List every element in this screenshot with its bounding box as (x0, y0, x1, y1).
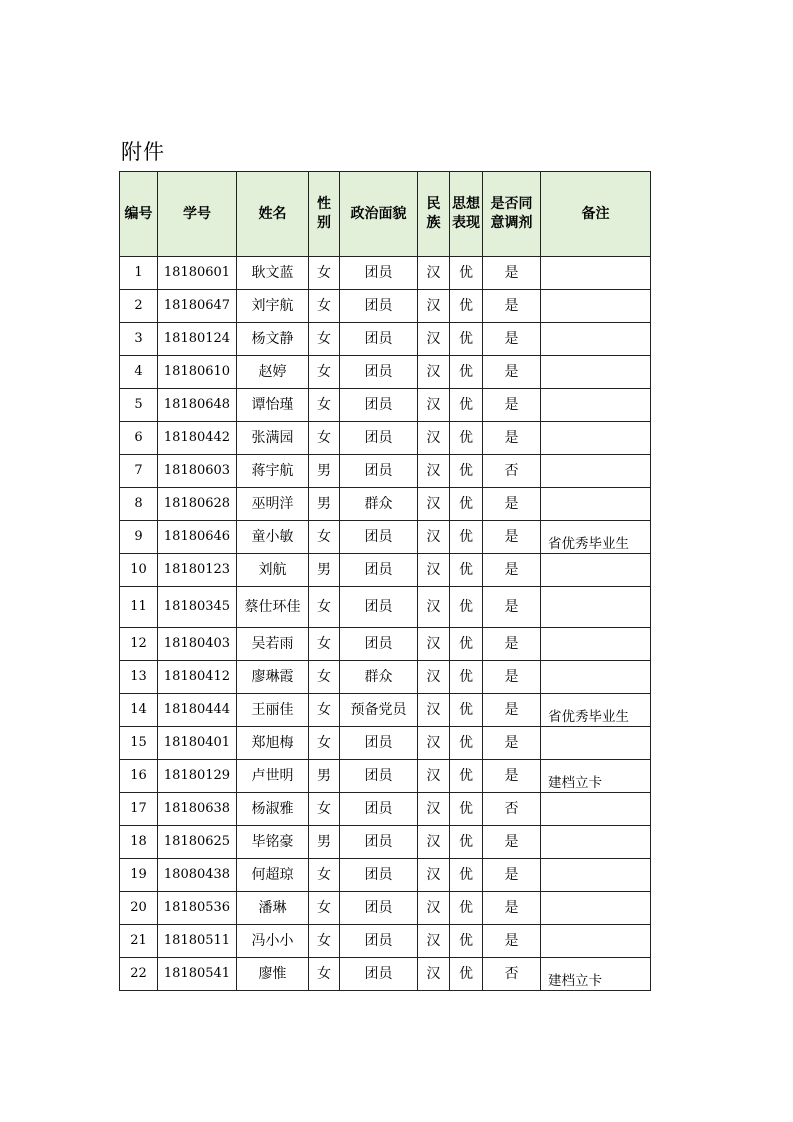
cell-no: 17 (120, 793, 158, 826)
cell-ethnicity: 汉 (418, 694, 450, 727)
cell-ethnicity: 汉 (418, 628, 450, 661)
cell-remark (541, 455, 651, 488)
cell-morality: 优 (450, 356, 483, 389)
cell-name: 王丽佳 (237, 694, 309, 727)
cell-gender: 女 (309, 661, 340, 694)
cell-remark (541, 323, 651, 356)
cell-student-id: 18180511 (158, 925, 237, 958)
cell-gender: 男 (309, 488, 340, 521)
cell-gender: 女 (309, 521, 340, 554)
cell-remark (541, 661, 651, 694)
header-morality (450, 172, 483, 257)
cell-morality: 优 (450, 290, 483, 323)
table-row (120, 356, 651, 389)
cell-student-id: 18180442 (158, 422, 237, 455)
cell-ethnicity: 汉 (418, 455, 450, 488)
table-row (120, 257, 651, 290)
cell-remark (541, 925, 651, 958)
cell-name: 潘琳 (237, 892, 309, 925)
cell-adjust-consent: 是 (483, 925, 541, 958)
cell-ethnicity: 汉 (418, 892, 450, 925)
cell-ethnicity: 汉 (418, 257, 450, 290)
cell-gender: 女 (309, 793, 340, 826)
cell-ethnicity: 汉 (418, 859, 450, 892)
table-row (120, 958, 651, 991)
cell-no: 6 (120, 422, 158, 455)
header-adjust-label: 是否同意调剂 (490, 196, 533, 231)
cell-remark (541, 694, 651, 727)
header-no-label: 编号 (124, 205, 153, 222)
header-gender-label: 性别 (317, 196, 331, 231)
cell-remark (541, 389, 651, 422)
cell-gender: 女 (309, 422, 340, 455)
cell-student-id: 18180601 (158, 257, 237, 290)
cell-political-status: 群众 (340, 488, 418, 521)
table-row (120, 488, 651, 521)
cell-name: 冯小小 (237, 925, 309, 958)
cell-morality: 优 (450, 760, 483, 793)
cell-gender: 女 (309, 892, 340, 925)
cell-name: 谭怡瑾 (237, 389, 309, 422)
cell-name: 何超琼 (237, 859, 309, 892)
cell-morality: 优 (450, 422, 483, 455)
cell-gender: 女 (309, 859, 340, 892)
cell-political-status: 团员 (340, 455, 418, 488)
table-row (120, 323, 651, 356)
cell-political-status: 团员 (340, 793, 418, 826)
cell-no: 5 (120, 389, 158, 422)
cell-morality: 优 (450, 628, 483, 661)
cell-no: 11 (120, 587, 158, 628)
cell-political-status: 团员 (340, 925, 418, 958)
header-political-status: 政治面貌 (340, 172, 418, 257)
cell-student-id: 18180610 (158, 356, 237, 389)
cell-morality: 优 (450, 892, 483, 925)
cell-gender: 女 (309, 323, 340, 356)
cell-ethnicity: 汉 (418, 793, 450, 826)
cell-remark (541, 793, 651, 826)
cell-no: 1 (120, 257, 158, 290)
cell-morality: 优 (450, 554, 483, 587)
cell-ethnicity: 汉 (418, 925, 450, 958)
cell-name: 杨淑雅 (237, 793, 309, 826)
cell-ethnicity: 汉 (418, 661, 450, 694)
cell-political-status: 团员 (340, 323, 418, 356)
cell-remark (541, 958, 651, 991)
cell-gender: 女 (309, 925, 340, 958)
cell-morality: 优 (450, 859, 483, 892)
cell-name: 毕铭豪 (237, 826, 309, 859)
cell-morality: 优 (450, 389, 483, 422)
cell-ethnicity: 汉 (418, 826, 450, 859)
cell-political-status: 团员 (340, 290, 418, 323)
cell-morality: 优 (450, 587, 483, 628)
table-row (120, 760, 651, 793)
table-row (120, 455, 651, 488)
remark-text: 省优秀毕业生 (548, 536, 629, 552)
cell-ethnicity: 汉 (418, 521, 450, 554)
cell-student-id: 18180401 (158, 727, 237, 760)
cell-ethnicity: 汉 (418, 422, 450, 455)
cell-ethnicity: 汉 (418, 587, 450, 628)
cell-morality: 优 (450, 323, 483, 356)
cell-adjust-consent: 是 (483, 859, 541, 892)
cell-political-status: 团员 (340, 587, 418, 628)
cell-political-status: 团员 (340, 389, 418, 422)
cell-political-status: 团员 (340, 422, 418, 455)
cell-political-status: 团员 (340, 826, 418, 859)
cell-no: 19 (120, 859, 158, 892)
table-row (120, 925, 651, 958)
cell-gender: 女 (309, 290, 340, 323)
cell-student-id: 18180129 (158, 760, 237, 793)
header-name: 姓名 (237, 172, 309, 257)
cell-political-status: 团员 (340, 257, 418, 290)
cell-morality: 优 (450, 521, 483, 554)
cell-student-id: 18180541 (158, 958, 237, 991)
cell-adjust-consent: 是 (483, 628, 541, 661)
cell-no: 2 (120, 290, 158, 323)
cell-gender: 女 (309, 257, 340, 290)
cell-morality: 优 (450, 826, 483, 859)
table-row (120, 694, 651, 727)
table-row (120, 727, 651, 760)
cell-adjust-consent: 是 (483, 488, 541, 521)
table-row (120, 892, 651, 925)
table-row (120, 554, 651, 587)
table-row (120, 628, 651, 661)
cell-remark (541, 892, 651, 925)
cell-adjust-consent: 是 (483, 389, 541, 422)
cell-ethnicity: 汉 (418, 356, 450, 389)
cell-remark (541, 356, 651, 389)
cell-ethnicity: 汉 (418, 727, 450, 760)
cell-no: 16 (120, 760, 158, 793)
cell-political-status: 团员 (340, 628, 418, 661)
cell-remark (541, 521, 651, 554)
cell-gender: 女 (309, 389, 340, 422)
cell-no: 3 (120, 323, 158, 356)
cell-adjust-consent: 是 (483, 521, 541, 554)
attachment-title: 附件 (121, 140, 165, 164)
cell-gender: 女 (309, 958, 340, 991)
cell-no: 14 (120, 694, 158, 727)
cell-name: 郑旭梅 (237, 727, 309, 760)
header-no (120, 172, 158, 257)
cell-political-status: 团员 (340, 554, 418, 587)
cell-remark (541, 826, 651, 859)
cell-morality: 优 (450, 488, 483, 521)
header-remark: 备注 (541, 172, 651, 257)
table-row (120, 587, 651, 628)
cell-remark (541, 628, 651, 661)
cell-adjust-consent: 是 (483, 422, 541, 455)
cell-morality: 优 (450, 455, 483, 488)
table-row (120, 422, 651, 455)
cell-adjust-consent: 是 (483, 694, 541, 727)
cell-name: 刘宇航 (237, 290, 309, 323)
cell-ethnicity: 汉 (418, 323, 450, 356)
cell-student-id: 18180444 (158, 694, 237, 727)
cell-no: 15 (120, 727, 158, 760)
cell-no: 13 (120, 661, 158, 694)
cell-no: 9 (120, 521, 158, 554)
cell-remark (541, 488, 651, 521)
cell-remark (541, 587, 651, 628)
cell-student-id: 18180412 (158, 661, 237, 694)
cell-gender: 女 (309, 356, 340, 389)
cell-name: 蔡仕环佳 (237, 587, 309, 628)
cell-no: 18 (120, 826, 158, 859)
cell-no: 20 (120, 892, 158, 925)
cell-name: 廖琳霞 (237, 661, 309, 694)
cell-morality: 优 (450, 257, 483, 290)
cell-morality: 优 (450, 694, 483, 727)
cell-gender: 男 (309, 826, 340, 859)
cell-morality: 优 (450, 925, 483, 958)
cell-political-status: 团员 (340, 958, 418, 991)
cell-student-id: 18180123 (158, 554, 237, 587)
cell-adjust-consent: 是 (483, 661, 541, 694)
cell-name: 杨文静 (237, 323, 309, 356)
cell-name: 童小敏 (237, 521, 309, 554)
cell-student-id: 18180628 (158, 488, 237, 521)
table-row (120, 521, 651, 554)
cell-adjust-consent: 是 (483, 554, 541, 587)
cell-political-status: 团员 (340, 356, 418, 389)
cell-ethnicity: 汉 (418, 554, 450, 587)
cell-ethnicity: 汉 (418, 760, 450, 793)
header-ethnicity-label: 民族 (426, 196, 441, 231)
cell-name: 赵婷 (237, 356, 309, 389)
cell-gender: 女 (309, 694, 340, 727)
cell-political-status: 团员 (340, 859, 418, 892)
cell-student-id: 18180647 (158, 290, 237, 323)
cell-no: 4 (120, 356, 158, 389)
table-row (120, 859, 651, 892)
cell-adjust-consent: 是 (483, 760, 541, 793)
cell-ethnicity: 汉 (418, 389, 450, 422)
cell-adjust-consent: 是 (483, 727, 541, 760)
cell-gender: 男 (309, 760, 340, 793)
cell-no: 10 (120, 554, 158, 587)
cell-adjust-consent: 是 (483, 892, 541, 925)
cell-name: 吴若雨 (237, 628, 309, 661)
header-gender (309, 172, 340, 257)
remark-text: 省优秀毕业生 (548, 709, 629, 725)
cell-student-id: 18180648 (158, 389, 237, 422)
cell-student-id: 18180638 (158, 793, 237, 826)
cell-remark (541, 422, 651, 455)
cell-name: 张满园 (237, 422, 309, 455)
remark-text: 建档立卡 (548, 973, 602, 989)
cell-adjust-consent: 否 (483, 958, 541, 991)
cell-name: 廖惟 (237, 958, 309, 991)
cell-student-id: 18180345 (158, 587, 237, 628)
cell-adjust-consent: 是 (483, 826, 541, 859)
remark-text: 建档立卡 (548, 775, 602, 791)
table-row (120, 290, 651, 323)
cell-no: 7 (120, 455, 158, 488)
cell-gender: 女 (309, 587, 340, 628)
cell-adjust-consent: 否 (483, 455, 541, 488)
table-header-row (120, 172, 651, 257)
cell-adjust-consent: 是 (483, 356, 541, 389)
cell-political-status: 团员 (340, 521, 418, 554)
cell-student-id: 18180646 (158, 521, 237, 554)
cell-student-id: 18180403 (158, 628, 237, 661)
cell-adjust-consent: 是 (483, 257, 541, 290)
cell-name: 巫明洋 (237, 488, 309, 521)
cell-gender: 男 (309, 554, 340, 587)
cell-morality: 优 (450, 958, 483, 991)
cell-student-id: 18180625 (158, 826, 237, 859)
cell-gender: 女 (309, 727, 340, 760)
header-student-id: 学号 (158, 172, 237, 257)
cell-gender: 女 (309, 628, 340, 661)
cell-political-status: 团员 (340, 760, 418, 793)
cell-name: 蒋宇航 (237, 455, 309, 488)
cell-remark (541, 859, 651, 892)
cell-student-id: 18180124 (158, 323, 237, 356)
cell-no: 12 (120, 628, 158, 661)
cell-morality: 优 (450, 727, 483, 760)
cell-name: 刘航 (237, 554, 309, 587)
table-row (120, 826, 651, 859)
table-body (120, 257, 651, 991)
cell-ethnicity: 汉 (418, 488, 450, 521)
cell-student-id: 18180603 (158, 455, 237, 488)
cell-remark (541, 727, 651, 760)
cell-student-id: 18080438 (158, 859, 237, 892)
cell-political-status: 团员 (340, 727, 418, 760)
cell-name: 耿文蓝 (237, 257, 309, 290)
table-row (120, 389, 651, 422)
cell-ethnicity: 汉 (418, 290, 450, 323)
cell-no: 21 (120, 925, 158, 958)
cell-adjust-consent: 是 (483, 323, 541, 356)
table-row (120, 793, 651, 826)
cell-ethnicity: 汉 (418, 958, 450, 991)
cell-morality: 优 (450, 793, 483, 826)
table-row (120, 661, 651, 694)
cell-remark (541, 257, 651, 290)
cell-name: 卢世明 (237, 760, 309, 793)
cell-gender: 男 (309, 455, 340, 488)
header-adjust-consent (483, 172, 541, 257)
cell-adjust-consent: 是 (483, 587, 541, 628)
header-ethnicity (418, 172, 450, 257)
cell-political-status: 预备党员 (340, 694, 418, 727)
cell-student-id: 18180536 (158, 892, 237, 925)
cell-remark (541, 554, 651, 587)
cell-no: 8 (120, 488, 158, 521)
cell-adjust-consent: 否 (483, 793, 541, 826)
student-roster-table (119, 171, 651, 991)
cell-political-status: 群众 (340, 661, 418, 694)
cell-adjust-consent: 是 (483, 290, 541, 323)
cell-remark (541, 290, 651, 323)
cell-no: 22 (120, 958, 158, 991)
cell-remark (541, 760, 651, 793)
cell-morality: 优 (450, 661, 483, 694)
cell-political-status: 团员 (340, 892, 418, 925)
header-morality-label: 思想表现 (452, 196, 480, 231)
